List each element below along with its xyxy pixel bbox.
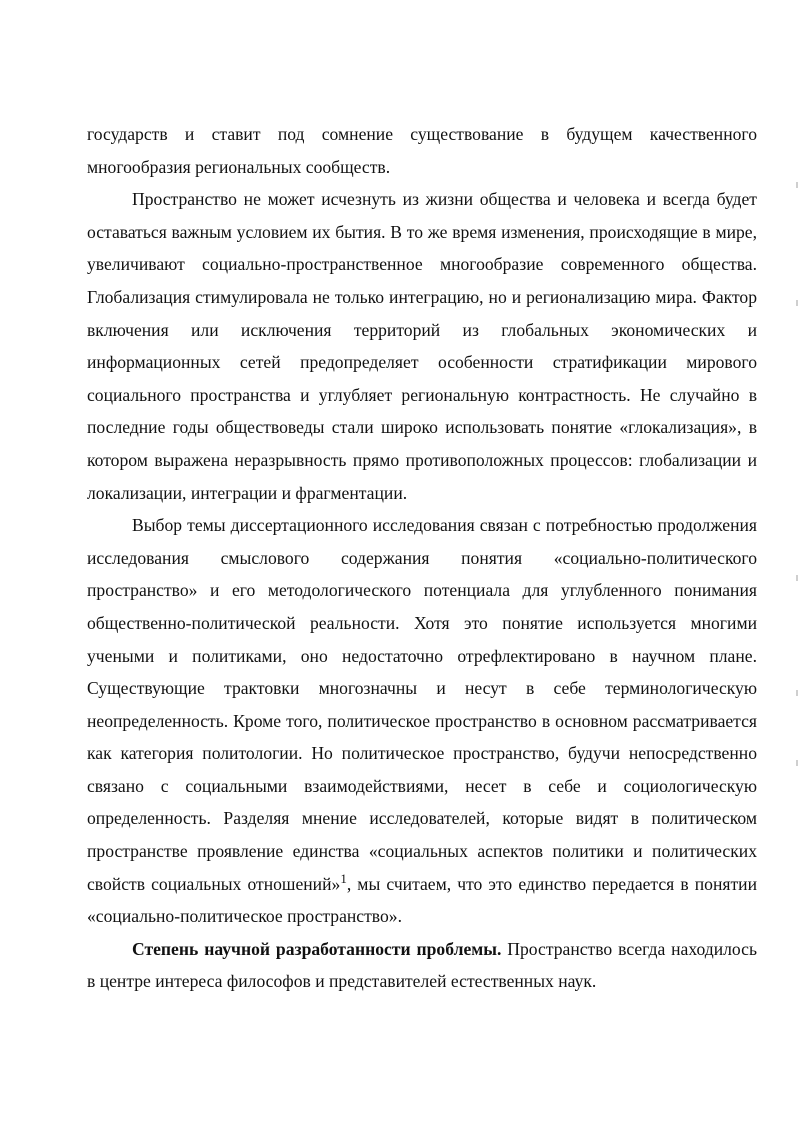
scan-edge-mark (796, 300, 798, 306)
paragraph-continuation: государств и ставит под сомнение существование в будущем качественного многообразия региональных сообществ. (87, 124, 757, 177)
scan-edge-mark (796, 575, 798, 581)
paragraph-space-globalization: Пространство не может исчезнуть из жизни общества и человека и всегда будет оставаться важным условием их бытия. В то же время изменения, происходящие в мире, увеличивают социально-пространственное многообразие современного общества. Глобализация стимулировала не только интеграцию, но и регионализацию мира. Фактор включения или исключения территорий из глобальных экономических и информационных сетей предопределяет особенности стратификации мирового социального пространства и углубляет региональную контрастность. Не случайно в последние годы обществоведы стали широко использовать понятие «глокализация», в котором выражена неразрывность прямо противоположных процессов: глобализации и локализации, интеграции и фрагментации. (87, 189, 757, 503)
paragraph-research-degree (87, 933, 757, 998)
scan-edge-mark (796, 760, 798, 766)
paragraph-topic-choice (87, 509, 757, 933)
document-page (87, 118, 757, 998)
paragraph-topic-choice-end: , мы считаем, что это единство передается в понятии «социально-политическое пространство». (87, 873, 757, 927)
scan-edge-mark (796, 690, 798, 696)
paragraph-topic-choice-text: Выбор темы диссертационного исследования связан с потребностью продолжения исследования смыслового содержания понятия «социально-политического пространство» и его методологического потенциала для углубленного понимания общественно-политической реальности. Хотя это понятие используется многими учеными и политиками, оно недостаточно отрефлектировано в научном плане. Существующие трактовки многозначны и несут в себе терминологическую неопределенность. Кроме того, политическое пространство в основном рассматривается как категория политологии. Но политическое пространство, будучи непосредственно связано с социальными взаимодействиями, несет в себе и социологическую определенность. Разделяя мнение исследователей, которые видят в политическом пространстве проявление единства «социальных аспектов политики и политических свойств социальных отношений» (87, 515, 757, 894)
section-heading: Степень научной разработанности проблемы. (132, 938, 502, 959)
footnote-mark: 1 (340, 870, 347, 886)
section-heading-text: Пространство всегда находилось в центре интереса философов и представителей естественных наук. (87, 938, 757, 992)
scan-edge-mark (796, 182, 798, 188)
